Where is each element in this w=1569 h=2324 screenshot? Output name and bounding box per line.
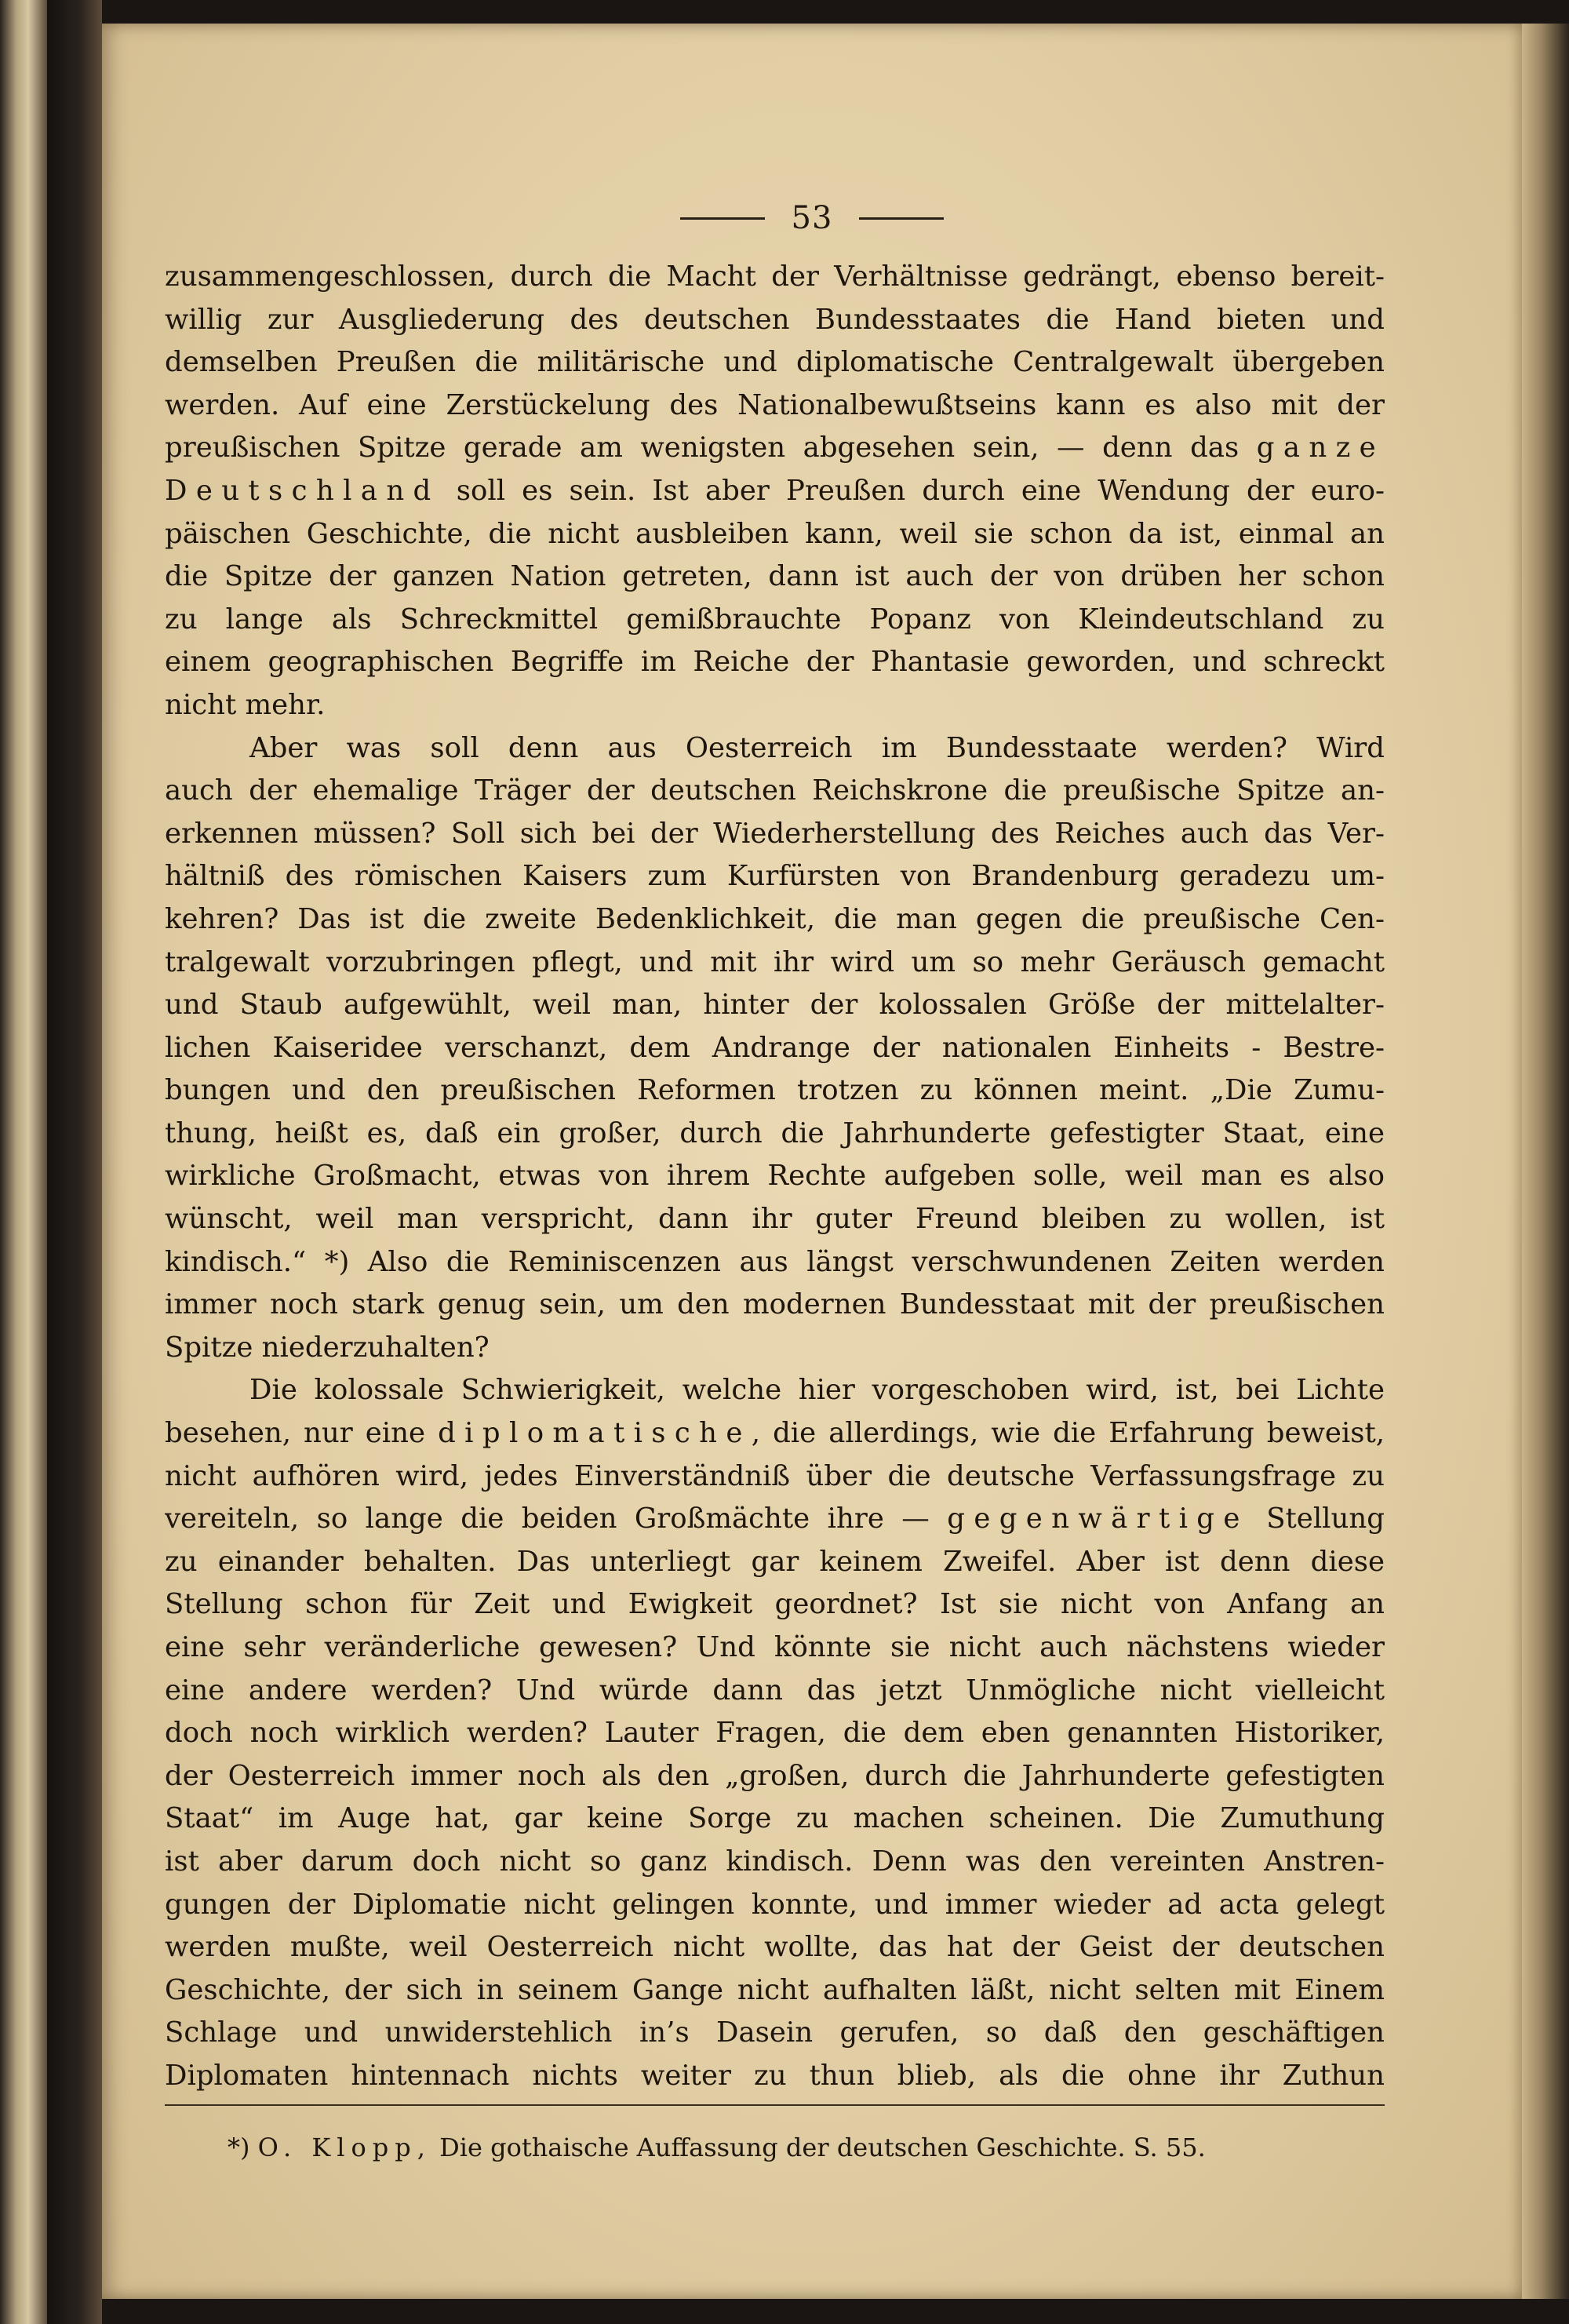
line-text: päischen Geschichte, die nicht ausbleiben kann, weil sie schon da ist, einmal an: [165, 517, 1385, 550]
line-text: Stellung schon für Zeit und Ewigkeit geordnet? Ist sie nicht von Anfang an: [165, 1588, 1385, 1621]
line-text: werden mußte, weil Oesterreich nicht wollte, das hat der Geist der deutschen: [165, 1931, 1385, 1964]
line-text: Geschichte, der sich in seinem Gange nicht aufhalten läßt, nicht selten mit Einem: [165, 1973, 1385, 2006]
line-text: der Oesterreich immer noch als den „großen, durch die Jahrhunderte gefestigten: [165, 1759, 1385, 1792]
line-text: werden. Auf eine Zerstückelung des Nationalbewußtseins kann es also mit der: [165, 388, 1385, 421]
text-line: [165, 1069, 1385, 1113]
text-line: [165, 984, 1385, 1027]
line-text: auch der ehemalige Träger der deutschen Reichskrone die preußische Spitze an-: [165, 774, 1385, 807]
line-text: Die kolossale Schwierigkeit, welche hier vorgeschoben wird, ist, bei Lichte: [249, 1374, 1385, 1407]
text-line: [165, 1327, 1385, 1370]
text-line: [165, 1583, 1385, 1626]
line-text: kindisch.“ *) Also die Reminiscenzen aus längst verschwundenen Zeiten werden: [165, 1245, 1385, 1278]
line-text: demselben Preußen die militärische und diplomatische Centralgewalt übergeben: [165, 346, 1385, 379]
line-text: tralgewalt vorzubringen pflegt, und mit ihr wird um so mehr Geräusch gemacht: [165, 945, 1385, 978]
text-line: [165, 898, 1385, 942]
text-line: [165, 1926, 1385, 1969]
line-text: eine sehr veränderliche gewesen? Und könnte sie nicht auch nächstens wieder: [165, 1631, 1385, 1663]
text-line: [165, 684, 1385, 727]
text-line: [165, 942, 1385, 985]
line-text: wirkliche Großmacht, etwas von ihrem Rechte aufgeben solle, weil man es also: [165, 1160, 1385, 1193]
line-text: einem geographischen Begriffe im Reiche der Phantasie geworden, und schreckt: [165, 646, 1385, 679]
footnote-separator: [165, 2104, 1385, 2106]
text-line: [165, 1884, 1385, 1927]
line-text: soll es sein. Ist aber Preußen durch eine Wendung der euro-: [456, 474, 1385, 507]
line-text: vereiteln, so lange die beiden Großmächte ihre —: [165, 1503, 930, 1535]
line-text: Schlage und unwiderstehlich in’s Dasein gerufen, so daß den geschäftigen: [165, 2016, 1385, 2049]
text-line: [165, 341, 1385, 384]
text-line: [165, 1498, 1385, 1541]
line-text: Staat“ im Auge hat, gar keine Sorge zu machen scheinen. Die Zumuthung: [165, 1802, 1385, 1835]
text-line: [165, 427, 1385, 470]
line-text: besehen, nur eine: [165, 1417, 426, 1450]
previous-page-edge: [0, 0, 47, 2324]
line-text: ist aber darum doch nicht so ganz kindisch. Denn was den vereinten Anstren-: [165, 1845, 1385, 1878]
line-text: zusammengeschlossen, durch die Macht der Verhältnisse gedrängt, ebenso bereit-: [165, 260, 1385, 293]
text-line: [165, 1455, 1385, 1499]
line-text: wünscht, weil man verspricht, dann ihr guter Freund bleiben zu wollen, ist: [165, 1203, 1385, 1236]
text-line: [165, 556, 1385, 599]
text-line: [165, 1412, 1385, 1455]
line-text: zu lange als Schreckmittel gemißbrauchte Popanz von Kleindeutschland zu: [165, 603, 1385, 636]
line-text: Diplomaten hintennach nichts weiter zu thun blieb, als die ohne ihr Zuthun: [165, 2059, 1385, 2092]
line-text: zu einander behalten. Das unterliegt gar keinem Zweifel. Aber ist denn diese: [165, 1545, 1385, 1578]
text-line: [165, 1155, 1385, 1198]
body-text: [165, 256, 1385, 2098]
text-line: [165, 2055, 1385, 2098]
emphasized-word: diplomatische: [438, 1417, 752, 1450]
page-number: 53: [791, 200, 833, 236]
line-text: bungen und den preußischen Reformen trotzen zu können meint. „Die Zumu-: [165, 1074, 1385, 1107]
line-text: nicht mehr.: [165, 688, 326, 721]
text-line: [165, 470, 1385, 513]
line-text: Spitze niederzuhalten?: [165, 1331, 490, 1364]
page-sheet: [102, 24, 1522, 2299]
header-rule-left: [680, 217, 765, 220]
text-line: [165, 2012, 1385, 2055]
text-line: [165, 1712, 1385, 1755]
emphasized-word: gegenwärtige: [947, 1503, 1249, 1535]
line-text-tail: Stellung: [1248, 1503, 1385, 1535]
text-line: [165, 256, 1385, 299]
line-text: gungen der Diplomatie nicht gelingen konnte, und immer wieder ad acta gelegt: [165, 1888, 1385, 1921]
line-text: lichen Kaiseridee verschanzt, dem Andrange der nationalen Einheits - Bestre-: [165, 1031, 1385, 1064]
text-line: [165, 1027, 1385, 1070]
emphasized-word: ganze: [1256, 432, 1385, 464]
text-line: [165, 1626, 1385, 1670]
text-line: [165, 855, 1385, 898]
text-line: [165, 599, 1385, 642]
text-line: [165, 770, 1385, 813]
text-line: [165, 1670, 1385, 1713]
header-rule-right: [859, 217, 944, 220]
text-line: [165, 1198, 1385, 1241]
text-line: [165, 1541, 1385, 1584]
line-text: und Staub aufgewühlt, weil man, hinter der kolossalen Größe der mittelalter-: [165, 989, 1385, 1022]
footnote-mark: *): [228, 2133, 250, 2162]
line-text: eine andere werden? Und würde dann das jetzt Unmögliche nicht vielleicht: [165, 1674, 1385, 1707]
text-line: [165, 641, 1385, 684]
page-fore-edge: [1522, 24, 1569, 2299]
line-text: nicht aufhören wird, jedes Einverständniß über die deutsche Verfassungsfrage zu: [165, 1459, 1385, 1492]
line-text: preußischen Spitze gerade am wenigsten abgesehen sein, — denn das: [165, 432, 1240, 464]
line-text: Aber was soll denn aus Oesterreich im Bundesstaate werden? Wird: [249, 731, 1385, 764]
text-line: [165, 727, 1385, 770]
line-text: hältniß des römischen Kaisers zum Kurfürsten von Brandenburg geradezu um-: [165, 860, 1385, 893]
footnote: [228, 2133, 1206, 2162]
line-text: thung, heißt es, daß ein großer, durch die Jahrhunderte gefestigter Staat, eine: [165, 1116, 1385, 1149]
text-line: [165, 513, 1385, 556]
text-line: [165, 384, 1385, 428]
line-text: die Spitze der ganzen Nation getreten, dann ist auch der von drüben her schon: [165, 560, 1385, 593]
line-text-tail: , die allerdings, wie die Erfahrung beweist,: [751, 1417, 1385, 1450]
emphasized-word: Deutschland: [165, 474, 440, 507]
text-line: [165, 1369, 1385, 1412]
book-gutter: [47, 0, 102, 2324]
text-line: [165, 1841, 1385, 1884]
line-text: willig zur Ausgliederung des deutschen Bundesstaates die Hand bieten und: [165, 303, 1385, 336]
footnote-author: O. Klopp,: [257, 2133, 431, 2162]
line-text: doch noch wirklich werden? Lauter Fragen, die dem eben genannten Historiker,: [165, 1717, 1385, 1750]
text-line: [165, 1284, 1385, 1327]
line-text: erkennen müssen? Soll sich bei der Wiederherstellung des Reiches auch das Ver-: [165, 817, 1385, 850]
text-line: [165, 1241, 1385, 1284]
page-header: [102, 195, 1522, 242]
text-line: [165, 1798, 1385, 1841]
text-line: [165, 1113, 1385, 1156]
line-text: immer noch stark genug sein, um den modernen Bundesstaat mit der preußischen: [165, 1288, 1385, 1321]
text-line: [165, 1969, 1385, 2013]
text-line: [165, 1755, 1385, 1798]
footnote-text: Die gothaische Auffassung der deutschen Geschichte. S. 55.: [439, 2133, 1206, 2162]
line-text: kehren? Das ist die zweite Bedenklichkeit, die man gegen die preußische Cen-: [165, 902, 1385, 935]
text-line: [165, 813, 1385, 856]
text-line: [165, 299, 1385, 342]
